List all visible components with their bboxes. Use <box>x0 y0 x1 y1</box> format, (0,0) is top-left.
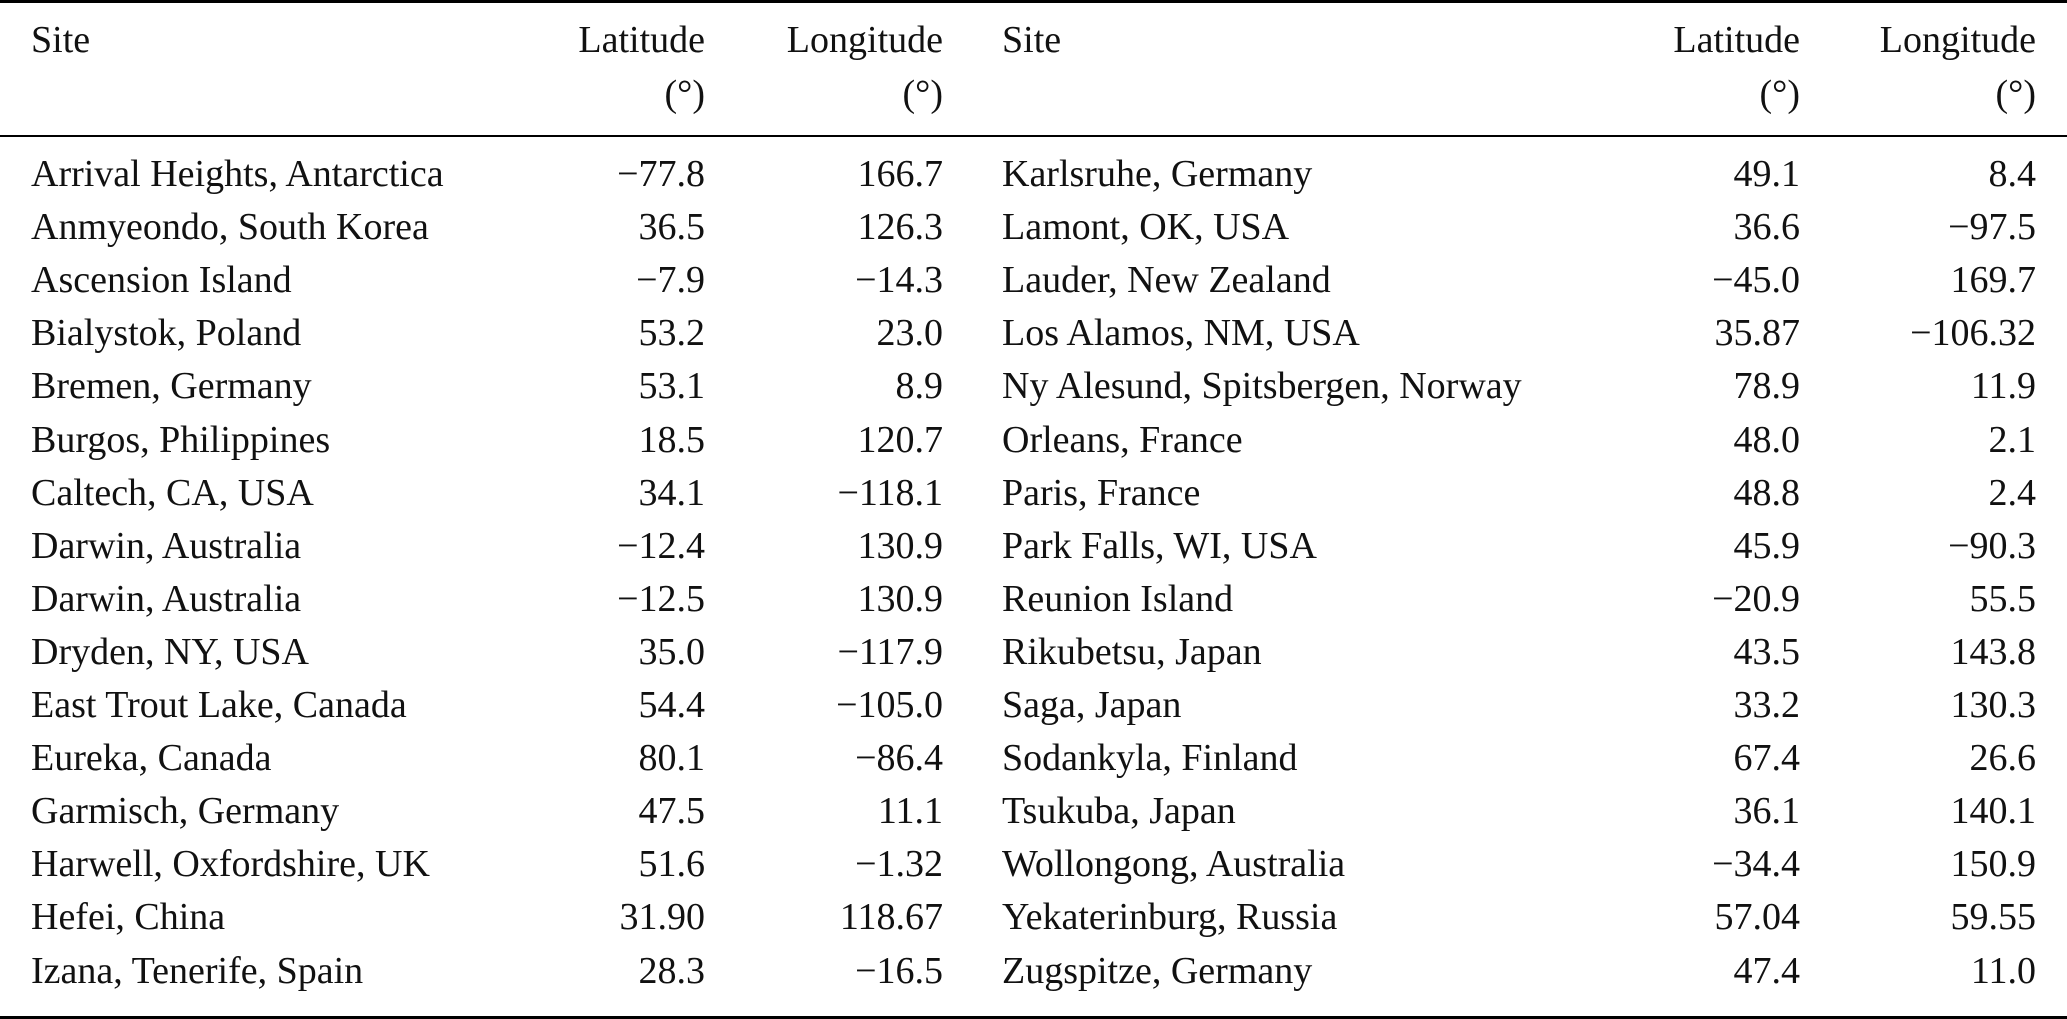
header-latitude-unit-right: (°) <box>1759 73 1800 115</box>
site-name-cell: Izana, Tenerife, Spain <box>31 950 364 992</box>
longitude-cell: −90.3 <box>1948 525 2036 567</box>
longitude-cell: 26.6 <box>1969 737 2036 779</box>
site-name-cell: Caltech, CA, USA <box>31 472 314 514</box>
latitude-cell: 67.4 <box>1733 737 1800 779</box>
site-name-cell: Darwin, Australia <box>31 525 302 567</box>
latitude-cell: −20.9 <box>1712 578 1800 620</box>
longitude-cell: 143.8 <box>1950 631 2036 673</box>
latitude-cell: −77.8 <box>617 153 705 195</box>
site-name-cell: Los Alamos, NM, USA <box>1002 312 1360 354</box>
longitude-cell: 118.67 <box>839 896 943 938</box>
site-name-cell: Yekaterinburg, Russia <box>1002 896 1338 938</box>
longitude-cell: −118.1 <box>837 472 943 514</box>
header-site-right: Site <box>1002 19 1062 61</box>
site-name-cell: Saga, Japan <box>1002 684 1182 726</box>
site-name-cell: Orleans, France <box>1002 419 1243 461</box>
longitude-cell: 150.9 <box>1950 843 2036 885</box>
site-name-cell: Eureka, Canada <box>31 737 272 779</box>
site-name-cell: Wollongong, Australia <box>1002 843 1346 885</box>
longitude-cell: 130.3 <box>1950 684 2036 726</box>
latitude-cell: 51.6 <box>638 843 705 885</box>
latitude-cell: 35.0 <box>638 631 705 673</box>
longitude-cell: −1.32 <box>855 843 943 885</box>
latitude-cell: −12.5 <box>617 578 705 620</box>
site-name-cell: Paris, France <box>1002 472 1201 514</box>
latitude-cell: 80.1 <box>638 737 705 779</box>
site-name-cell: East Trout Lake, Canada <box>31 684 407 726</box>
header-latitude-left: Latitude <box>578 19 705 61</box>
latitude-cell: 31.90 <box>619 896 705 938</box>
latitude-cell: 28.3 <box>638 950 705 992</box>
latitude-cell: 36.5 <box>638 206 705 248</box>
site-name-cell: Lamont, OK, USA <box>1002 206 1290 248</box>
latitude-cell: 33.2 <box>1733 684 1800 726</box>
header-latitude-right: Latitude <box>1673 19 1800 61</box>
latitude-cell: −7.9 <box>636 259 705 301</box>
longitude-cell: 55.5 <box>1969 578 2036 620</box>
longitude-cell: 140.1 <box>1950 790 2036 832</box>
header-site-left: Site <box>31 19 91 61</box>
longitude-cell: 2.1 <box>1988 419 2036 461</box>
longitude-cell: 126.3 <box>857 206 943 248</box>
latitude-cell: 49.1 <box>1733 153 1800 195</box>
header-latitude-unit-left: (°) <box>664 73 705 115</box>
header-longitude-unit-right: (°) <box>1995 73 2036 115</box>
latitude-cell: 54.4 <box>638 684 705 726</box>
longitude-cell: 130.9 <box>857 578 943 620</box>
latitude-cell: −45.0 <box>1712 259 1800 301</box>
longitude-cell: 8.9 <box>895 365 943 407</box>
site-name-cell: Lauder, New Zealand <box>1002 259 1331 301</box>
longitude-cell: −106.32 <box>1910 312 2036 354</box>
site-name-cell: Karlsruhe, Germany <box>1002 153 1313 195</box>
longitude-cell: 169.7 <box>1950 259 2036 301</box>
longitude-cell: 2.4 <box>1988 472 2036 514</box>
longitude-cell: −117.9 <box>837 631 943 673</box>
longitude-cell: −16.5 <box>855 950 943 992</box>
site-name-cell: Arrival Heights, Antarctica <box>31 153 444 195</box>
longitude-cell: −105.0 <box>836 684 943 726</box>
longitude-cell: 23.0 <box>876 312 943 354</box>
longitude-cell: 59.55 <box>1950 896 2036 938</box>
header-longitude-unit-left: (°) <box>902 73 943 115</box>
latitude-cell: 36.1 <box>1733 790 1800 832</box>
longitude-cell: 130.9 <box>857 525 943 567</box>
site-name-cell: Anmyeondo, South Korea <box>31 206 429 248</box>
site-name-cell: Tsukuba, Japan <box>1002 790 1236 832</box>
site-name-cell: Hefei, China <box>31 896 226 938</box>
latitude-cell: 53.1 <box>638 365 705 407</box>
latitude-cell: 78.9 <box>1733 365 1800 407</box>
latitude-cell: 35.87 <box>1714 312 1800 354</box>
site-name-cell: Burgos, Philippines <box>31 419 331 461</box>
latitude-cell: 53.2 <box>638 312 705 354</box>
site-name-cell: Bremen, Germany <box>31 365 312 407</box>
longitude-cell: 11.0 <box>1970 950 2036 992</box>
latitude-cell: 18.5 <box>638 419 705 461</box>
site-name-cell: Harwell, Oxfordshire, UK <box>31 843 430 885</box>
latitude-cell: 45.9 <box>1733 525 1800 567</box>
longitude-cell: 8.4 <box>1988 153 2036 195</box>
latitude-cell: 57.04 <box>1714 896 1800 938</box>
longitude-cell: 11.9 <box>1970 365 2036 407</box>
site-name-cell: Sodankyla, Finland <box>1002 737 1298 779</box>
latitude-cell: 43.5 <box>1733 631 1800 673</box>
latitude-cell: 34.1 <box>638 472 705 514</box>
longitude-cell: −86.4 <box>855 737 943 779</box>
latitude-cell: 47.5 <box>638 790 705 832</box>
longitude-cell: −97.5 <box>1948 206 2036 248</box>
site-name-cell: Darwin, Australia <box>31 578 302 620</box>
site-name-cell: Ny Alesund, Spitsbergen, Norway <box>1002 365 1522 407</box>
latitude-cell: 48.8 <box>1733 472 1800 514</box>
site-name-cell: Rikubetsu, Japan <box>1002 631 1262 673</box>
latitude-cell: −34.4 <box>1712 843 1800 885</box>
latitude-cell: −12.4 <box>617 525 705 567</box>
site-name-cell: Ascension Island <box>31 259 292 301</box>
latitude-cell: 36.6 <box>1733 206 1800 248</box>
header-longitude-right: Longitude <box>1879 19 2036 61</box>
latitude-cell: 47.4 <box>1733 950 1800 992</box>
latitude-cell: 48.0 <box>1733 419 1800 461</box>
longitude-cell: 11.1 <box>877 790 943 832</box>
longitude-cell: −14.3 <box>855 259 943 301</box>
site-name-cell: Garmisch, Germany <box>31 790 340 832</box>
site-name-cell: Bialystok, Poland <box>31 312 302 354</box>
site-name-cell: Zugspitze, Germany <box>1002 950 1313 992</box>
site-name-cell: Reunion Island <box>1002 578 1234 620</box>
site-name-cell: Dryden, NY, USA <box>31 631 309 673</box>
longitude-cell: 120.7 <box>857 419 943 461</box>
longitude-cell: 166.7 <box>857 153 943 195</box>
header-longitude-left: Longitude <box>786 19 943 61</box>
site-name-cell: Park Falls, WI, USA <box>1002 525 1317 567</box>
